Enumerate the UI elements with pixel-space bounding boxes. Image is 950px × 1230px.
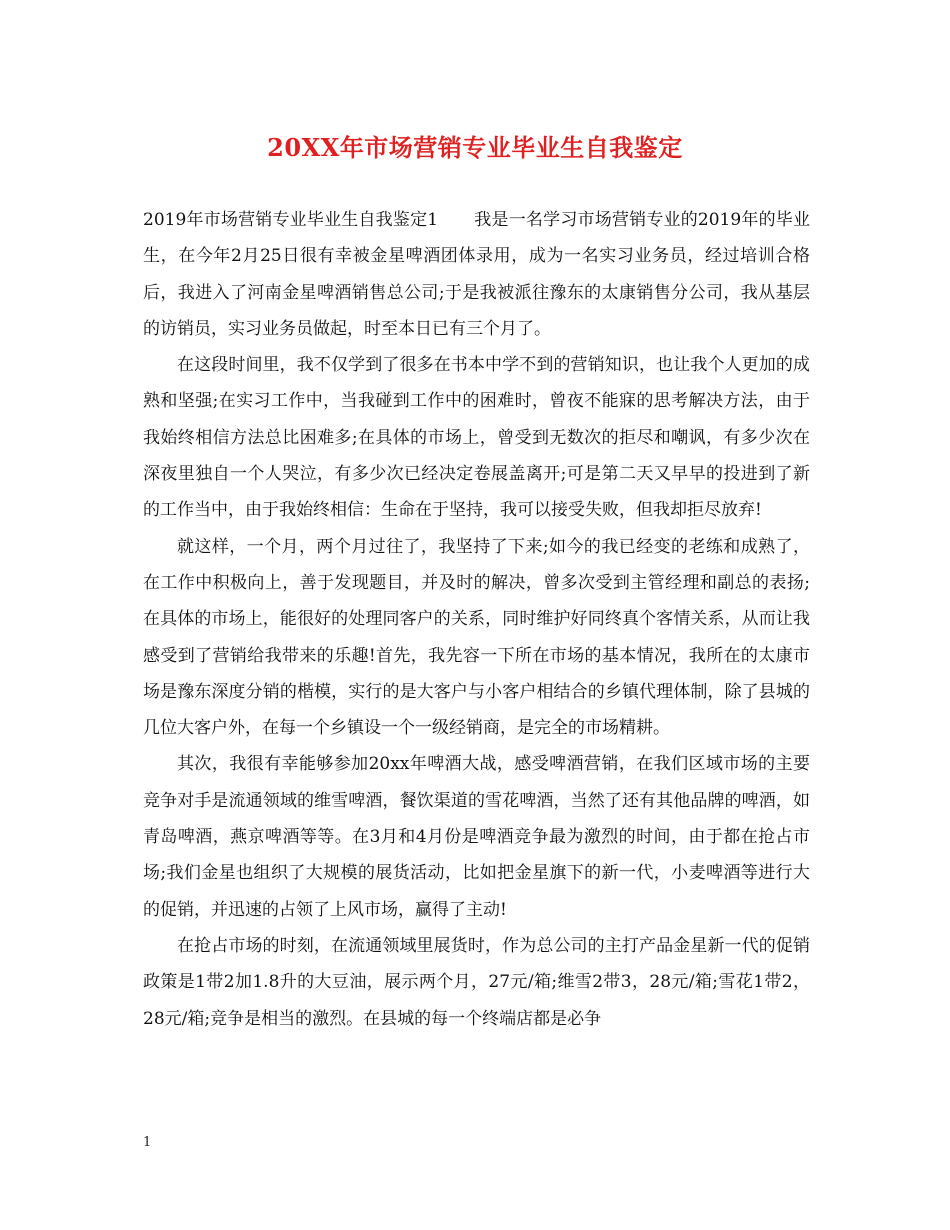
paragraph-1 bbox=[143, 202, 810, 347]
paragraph-2: 在这段时间里，我不仅学到了很多在书本中学不到的营销知识，也让我个人更加的成熟和坚强;在实习工作中，当我碰到工作中的困难时，曾夜不能寐的思考解决方法，由于我始终相信方法总比困难多;在具体的市场上，曾受到无数次的拒尽和嘲讽，有多少次在深夜里独自一个人哭泣，有多少次已经决定卷展盖离开;可是第二天又早早的投进到了新的工作当中，由于我始终相信：生命在于坚持，我可以接受失败，但我却拒尽放弃! bbox=[143, 355, 810, 521]
paragraph-1-text: 我是一名学习市场营销专业的2019年的毕业生，在今年2月25日很有幸被金星啤酒团体录用，成为一名实习业务员，经过培训合格后，我进入了河南金星啤酒销售总公司;于是我被派往豫东的太康销售分公司，我从基层的访销员，实习业务员做起，时至本日已有三个月了。 bbox=[143, 210, 810, 339]
intro-heading: 2019年市场营销专业毕业生自我鉴定1 bbox=[143, 210, 439, 230]
paragraph-3: 就这样，一个月，两个月过往了，我坚持了下来;如今的我已经变的老练和成熟了，在工作中积极向上，善于发现题目，并及时的解决，曾多次受到主管经理和副总的表扬;在具体的市场上，能很好的处理同客户的关系，同时维护好同终真个客情关系，从而让我感受到了营销给我带来的乐趣!首先，我先容一下所在市场的基本情况，我所在的太康市场是豫东深度分销的楷模，实行的是大客户与小客户相结合的乡镇代理体制，除了县城的几位大客户外，在每一个乡镇设一个一级经销商，是完全的市场精耕。 bbox=[143, 536, 810, 739]
page-number: 1 bbox=[143, 1135, 152, 1150]
document-title: 20XX年市场营销专业毕业生自我鉴定 bbox=[267, 133, 683, 162]
paragraph-5: 在抢占市场的时刻，在流通领域里展货时，作为总公司的主打产品金星新一代的促销政策是1带2加1.8升的大豆油，展示两个月，27元/箱;维雪2带3，28元/箱;雪花1带2，28元/箱;竞争是相当的激烈。在县城的每一个终端店都是必争 bbox=[143, 935, 810, 1029]
document-body bbox=[143, 202, 810, 1037]
paragraph-4: 其次，我很有幸能够参加20xx年啤酒大战，感受啤酒营销，在我们区域市场的主要竞争对手是流通领域的维雪啤酒，餐饮渠道的雪花啤酒，当然了还有其他品牌的啤酒，如青岛啤酒，燕京啤酒等等。在3月和4月份是啤酒竞争最为激烈的时间，由于都在抢占市场;我们金星也组织了大规模的展货活动，比如把金星旗下的新一代，小麦啤酒等进行大的促销，并迅速的占领了上风市场，赢得了主动! bbox=[143, 754, 810, 920]
